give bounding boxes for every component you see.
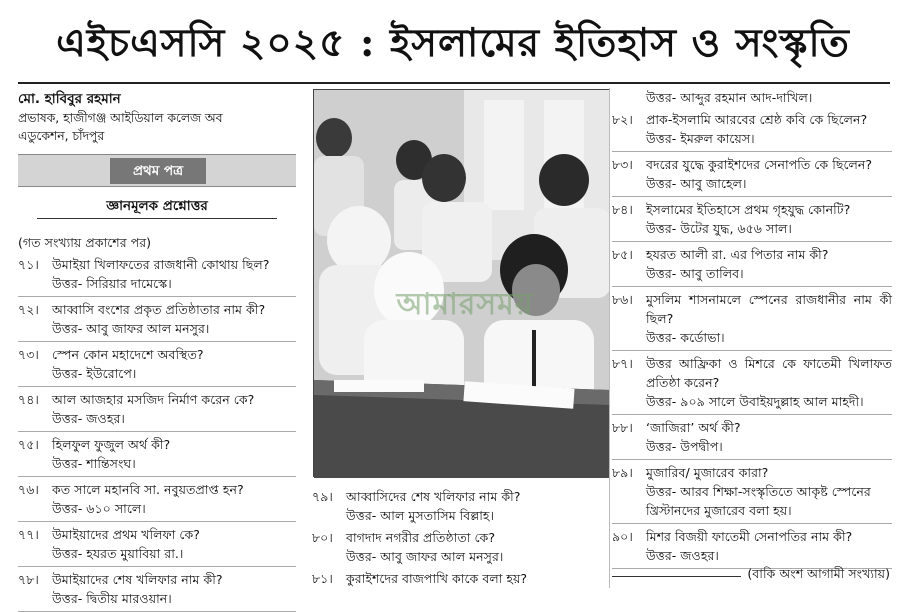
question-number: ৮৪। xyxy=(612,202,633,217)
question-number: ৮৮। xyxy=(612,420,633,435)
lead-note: (গত সংখ্যায় প্রকাশের পর) xyxy=(18,235,152,250)
question-text: হযরত আলী রা. এর পিতার নাম কী? xyxy=(646,247,829,262)
author-affiliation-1: প্রভাষক, হাজীগঞ্জ আইডিয়াল কলেজ অব xyxy=(18,111,223,125)
answer-text: উত্তর- ৬১০ সালে। xyxy=(52,501,146,516)
qa-item xyxy=(312,569,608,588)
qa-separator xyxy=(612,286,892,287)
question-text: ‘জাজিরা’ অর্থ কী? xyxy=(646,420,741,435)
qa-separator xyxy=(612,196,892,197)
qa-separator xyxy=(612,459,892,460)
question-number: ৮২। xyxy=(612,112,633,127)
question-number: ৭৭। xyxy=(18,527,39,542)
question-text: মুজারিব/ মুজারেব কারা? xyxy=(646,465,769,480)
qa-item xyxy=(612,155,892,197)
question-number: ৭৪। xyxy=(18,392,39,407)
answer-text: উত্তর- সিরিয়ার দামেস্কে। xyxy=(52,276,172,291)
question-number: ৮১। xyxy=(312,571,333,586)
continued-note: (বাকি অংশ আগামী সংখ্যায়) xyxy=(747,566,890,581)
answer-text: উত্তর- আবু জাফর আল মনসুর। xyxy=(346,549,504,564)
question-row xyxy=(612,200,892,219)
footer-rule xyxy=(612,576,741,577)
continued-footer xyxy=(612,566,890,586)
question-number: ৭৩। xyxy=(18,347,39,362)
column-divider xyxy=(609,88,610,588)
author-name: মো. হাবিবুর রহমান xyxy=(18,91,121,107)
answer-text: উত্তর- দ্বিতীয় মারওয়ান। xyxy=(52,591,172,606)
answer-text: উত্তর- আবু তালিব। xyxy=(646,266,744,281)
qa-separator xyxy=(612,414,892,415)
question-text: কুরাইশদের বাজপাখি কাকে বলা হয়? xyxy=(346,571,528,586)
paper-label: প্রথম পত্র xyxy=(110,158,206,184)
qa-item xyxy=(18,300,296,342)
qa-separator xyxy=(18,296,296,297)
qa-separator xyxy=(18,476,296,477)
question-row xyxy=(18,480,296,499)
answer-text: উত্তর- কর্ডোভা। xyxy=(646,330,725,345)
qa-separator xyxy=(18,386,296,387)
question-row xyxy=(312,487,608,506)
question-number: ৮৭। xyxy=(612,356,633,371)
answer-text: উত্তর- উটের যুদ্ধ, ৬৫৬ সাল। xyxy=(646,221,792,236)
answer-text: উত্তর- ইমরুল কায়েস। xyxy=(646,131,755,146)
author-affiliation-2: এডুকেশন, চাঁদপুর xyxy=(18,129,105,143)
qa-separator xyxy=(18,341,296,342)
answer-text: উত্তর- জওহর। xyxy=(52,411,125,426)
question-text: উত্তর আফ্রিকা ও মিশরে কে ফাতেমী খিলাফত প্রতিষ্ঠা করেন? xyxy=(646,356,892,390)
qa-item xyxy=(18,390,296,432)
carried-answer: উত্তর- আব্দুর রহমান আদ-দাখিল। xyxy=(646,90,813,105)
qa-item xyxy=(612,290,892,351)
question-row xyxy=(18,525,296,544)
left-column xyxy=(18,88,296,612)
qa-separator xyxy=(612,350,892,351)
left-qa-list xyxy=(18,255,296,612)
answer-text: উত্তর- উপদ্বীপ। xyxy=(646,439,723,454)
question-row xyxy=(312,569,608,588)
qa-separator xyxy=(18,566,296,567)
question-text: মুসলিম শাসনামলে স্পেনের রাজধানীর নাম কী ছিল? xyxy=(646,292,892,326)
right-qa-list xyxy=(612,110,892,569)
qa-item xyxy=(18,435,296,477)
qa-item xyxy=(312,487,608,525)
answer-text: উত্তর- আরব শিক্ষা-সংস্কৃতিতে আকৃষ্ট স্পেনের খ্রিস্টানদের মুজারেব বলা হয়। xyxy=(646,484,871,518)
question-text: মিশর বিজয়ী ফাতেমী সেনাপতির নাম কী? xyxy=(646,529,853,544)
qa-item xyxy=(612,463,892,524)
qa-separator xyxy=(612,151,892,152)
answer-text: উত্তর- শান্তিসংঘ। xyxy=(52,456,136,471)
section-underline xyxy=(37,218,277,219)
qa-item xyxy=(612,527,892,569)
question-row xyxy=(612,155,892,174)
question-text: বাগদাদ নগরীর প্রতিষ্ঠাতা কে? xyxy=(346,530,496,545)
question-number: ৭২। xyxy=(18,302,39,317)
question-text: উমাইয়াদের প্রথম খলিফা কে? xyxy=(52,527,200,542)
qa-separator xyxy=(18,431,296,432)
question-number: ৮৫। xyxy=(612,247,633,262)
qa-item xyxy=(18,525,296,567)
question-number: ৭৮। xyxy=(18,572,39,587)
qa-separator xyxy=(612,523,892,524)
question-text: প্রাক-ইসলামি আরবের শ্রেষ্ঠ কবি কে ছিলেন? xyxy=(646,112,868,127)
question-number: ৮৬। xyxy=(612,292,633,307)
qa-item xyxy=(312,528,608,566)
question-number: ৮০। xyxy=(312,530,333,545)
qa-item xyxy=(18,255,296,297)
question-number: ৯০। xyxy=(612,529,633,544)
question-text: আব্বাসিদের শেষ খলিফার নাম কী? xyxy=(346,489,521,504)
answer-text: উত্তর- জওহর। xyxy=(646,548,719,563)
question-number: ৮৯। xyxy=(612,465,633,480)
answer-text: উত্তর- আবু জাফর আল মনসুর। xyxy=(52,321,210,336)
answer-text: উত্তর- আল মুসতাসিম বিল্লাহ। xyxy=(346,508,495,523)
question-row xyxy=(612,245,892,264)
answer-text: উত্তর- ইউরোপে। xyxy=(52,366,137,381)
article-headline: এইচএসসি ২০২৫ : ইসলামের ইতিহাস ও সংস্কৃতি xyxy=(56,20,850,66)
qa-separator xyxy=(18,521,296,522)
question-row xyxy=(612,354,892,392)
qa-item xyxy=(18,480,296,522)
question-number: ৮৩। xyxy=(612,157,633,172)
qa-separator xyxy=(612,241,892,242)
question-row xyxy=(18,255,296,274)
headline-rule xyxy=(18,82,890,84)
question-text: স্পেন কোন মহাদেশে অবস্থিত? xyxy=(52,347,204,362)
qa-item xyxy=(612,354,892,415)
question-row xyxy=(612,110,892,129)
qa-item xyxy=(612,418,892,460)
question-text: উমাইয়াদের শেষ খলিফার নাম কী? xyxy=(52,572,223,587)
question-number: ৭৯। xyxy=(312,489,333,504)
question-text: হিলফুল ফুজুল অর্থ কী? xyxy=(52,437,171,452)
question-row xyxy=(612,418,892,437)
question-number: ৭৫। xyxy=(18,437,39,452)
question-text: উমাইয়া খিলাফতের রাজধানী কোথায় ছিল? xyxy=(52,257,270,272)
qa-item xyxy=(612,200,892,242)
answer-text: উত্তর- হযরত মুয়াবিয়া রা.। xyxy=(52,546,184,561)
section-title: জ্ঞানমূলক প্রশ্নোত্তর xyxy=(106,198,208,214)
question-row xyxy=(18,300,296,319)
question-row xyxy=(312,528,608,547)
question-row xyxy=(18,435,296,454)
question-text: বদরের যুদ্ধে কুরাইশদের সেনাপতি কে ছিলেন? xyxy=(646,157,873,172)
question-text: আব্বাসি বংশের প্রকৃত প্রতিষ্ঠাতার নাম কী? xyxy=(52,302,266,317)
middle-qa-list xyxy=(312,484,608,588)
question-row xyxy=(612,527,892,546)
question-row xyxy=(18,570,296,589)
question-row xyxy=(18,345,296,364)
newspaper-watermark: আমারসময় xyxy=(396,287,534,322)
answer-text: উত্তর- ৯০৯ সালে উবাইয়দুল্লাহ আল মাহদী। xyxy=(646,394,864,409)
question-number: ৭৬। xyxy=(18,482,39,497)
answer-text: উত্তর- আবু জাহেল। xyxy=(646,176,747,191)
question-row xyxy=(18,390,296,409)
right-column xyxy=(612,88,892,569)
qa-item xyxy=(612,245,892,287)
question-number: ৭১। xyxy=(18,257,39,272)
question-row xyxy=(612,290,892,328)
qa-item xyxy=(18,570,296,612)
question-text: কত সালে মহানবি সা. নবুয়তপ্রাপ্ত হন? xyxy=(52,482,244,497)
qa-item xyxy=(612,110,892,152)
question-row xyxy=(612,463,892,482)
question-text: ইসলামের ইতিহাসে প্রথম গৃহযুদ্ধ কোনটি? xyxy=(646,202,851,217)
qa-item xyxy=(18,345,296,387)
question-text: আল আজহার মসজিদ নির্মাণ করেন কে? xyxy=(52,392,255,407)
paper-band xyxy=(18,154,296,187)
